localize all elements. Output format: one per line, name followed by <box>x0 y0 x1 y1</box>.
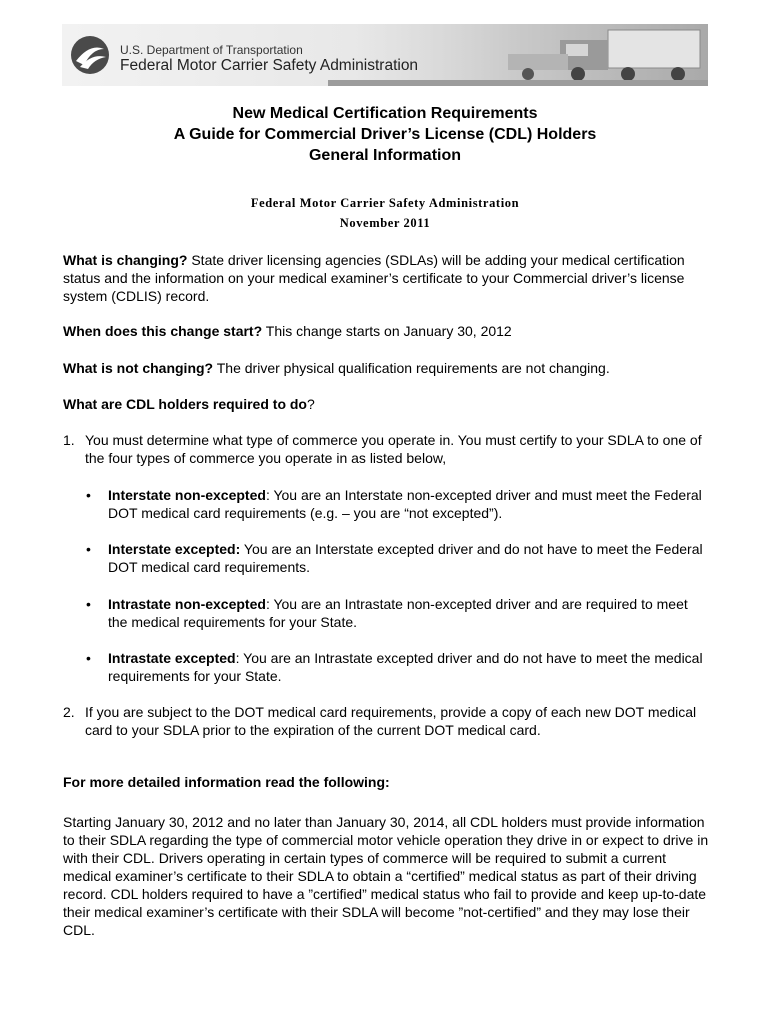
list-item-2 <box>63 703 713 739</box>
bullet-text <box>108 595 711 631</box>
document-title <box>0 103 770 166</box>
bullet-text <box>108 649 711 685</box>
bullet-description: You are an Intrastate excepted driver and do not have to meet the medical requirements for your State. <box>108 650 703 684</box>
required-question-mark: ? <box>307 396 315 412</box>
title-line-3: General Information <box>308 147 462 164</box>
bullet-item <box>86 486 711 522</box>
what-changing-paragraph <box>63 251 713 305</box>
bullet-icon: • <box>86 487 91 503</box>
list-item-1-number: 1. <box>63 432 75 448</box>
bullet-text <box>108 486 711 522</box>
bullet-term: Interstate non-excepted <box>108 487 266 503</box>
bullet-description: You are an Intrastate non-excepted driver and are required to meet the medical requirements for your State. <box>108 596 688 630</box>
truck-image <box>328 24 708 86</box>
required-question: What are CDL holders required to do <box>63 396 307 412</box>
when-start-paragraph <box>63 322 713 340</box>
bullet-term-sep: : <box>265 596 270 612</box>
not-changing-answer: The driver physical qualification requirements are not changing. <box>213 360 610 376</box>
bullet-term-sep: : <box>265 487 270 503</box>
bullet-term: Intrastate non-excepted <box>108 596 266 612</box>
when-start-answer: This change starts on January 30, 2012 <box>262 323 512 339</box>
bullet-description: You are an Interstate excepted driver and do not have to meet the Federal DOT medical card requirements. <box>108 541 703 575</box>
title-line-2: A Guide for Commercial Driver’s License (CDL) Holders <box>173 126 597 143</box>
title-line-1: New Medical Certification Requirements <box>232 105 538 122</box>
list-item-1-text: You must determine what type of commerce you operate in. You must certify to your SDLA to one of the four types of commerce you operate in as listed below, <box>85 432 702 466</box>
bullet-item <box>86 540 711 576</box>
list-item-2-number: 2. <box>63 704 75 720</box>
when-start-question: When does this change start? <box>63 323 263 339</box>
bullet-text <box>108 540 711 576</box>
bullet-icon: • <box>86 596 91 612</box>
more-info-heading: For more detailed information read the following: <box>63 774 390 790</box>
list-item-1 <box>63 431 713 467</box>
agency-name: Federal Motor Carrier Safety Administration <box>120 57 419 74</box>
document-subheader <box>0 193 770 233</box>
agency-banner <box>62 24 708 86</box>
bullet-item <box>86 649 711 685</box>
what-changing-answer: State driver licensing agencies (SDLAs) will be adding your medical certification status and the information on your medical examiner’s certificate to your Commercial driver’s license system (CDLIS) record. <box>63 252 685 304</box>
bullet-term: Intrastate excepted <box>108 650 236 666</box>
bullet-icon: • <box>86 541 91 557</box>
subheader-date: November 2011 <box>339 216 431 230</box>
department-name: U.S. Department of Transportation <box>120 43 303 57</box>
subheader-org: Federal Motor Carrier Safety Administration <box>250 196 520 210</box>
bullet-term-sep: : <box>235 650 240 666</box>
final-paragraph: Starting January 30, 2012 and no later than January 30, 2014, all CDL holders must provide information to their SDLA regarding the type of commercial motor vehicle operation they drive in or expect to drive in with their CDL. Drivers operating in certain types of commerce will be required to submit a current medical examiner’s certificate to their SDLA to obtain a “certified” medical status as part of their driving record. CDL holders required to have a ”certified” medical status who fail to provide and keep up-to-date their medical examiner’s certificate with their SDLA will become ”not-certified” and they may lose their CDL. <box>63 814 709 938</box>
what-changing-question: What is changing? <box>63 252 188 268</box>
not-changing-paragraph <box>63 359 713 377</box>
dot-logo-icon <box>70 35 110 75</box>
bullet-item <box>86 595 711 631</box>
list-item-2-text: If you are subject to the DOT medical card requirements, provide a copy of each new DOT medical card to your SDLA prior to the expiration of the current DOT medical card. <box>85 704 697 738</box>
bullet-icon: • <box>86 650 91 666</box>
bullet-description: You are an Interstate non-excepted driver and must meet the Federal DOT medical card requirements (e.g. – you are “not excepted”). <box>108 487 702 521</box>
required-heading <box>63 395 713 413</box>
bullet-term: Interstate excepted: <box>108 541 241 557</box>
not-changing-question: What is not changing? <box>63 360 214 376</box>
